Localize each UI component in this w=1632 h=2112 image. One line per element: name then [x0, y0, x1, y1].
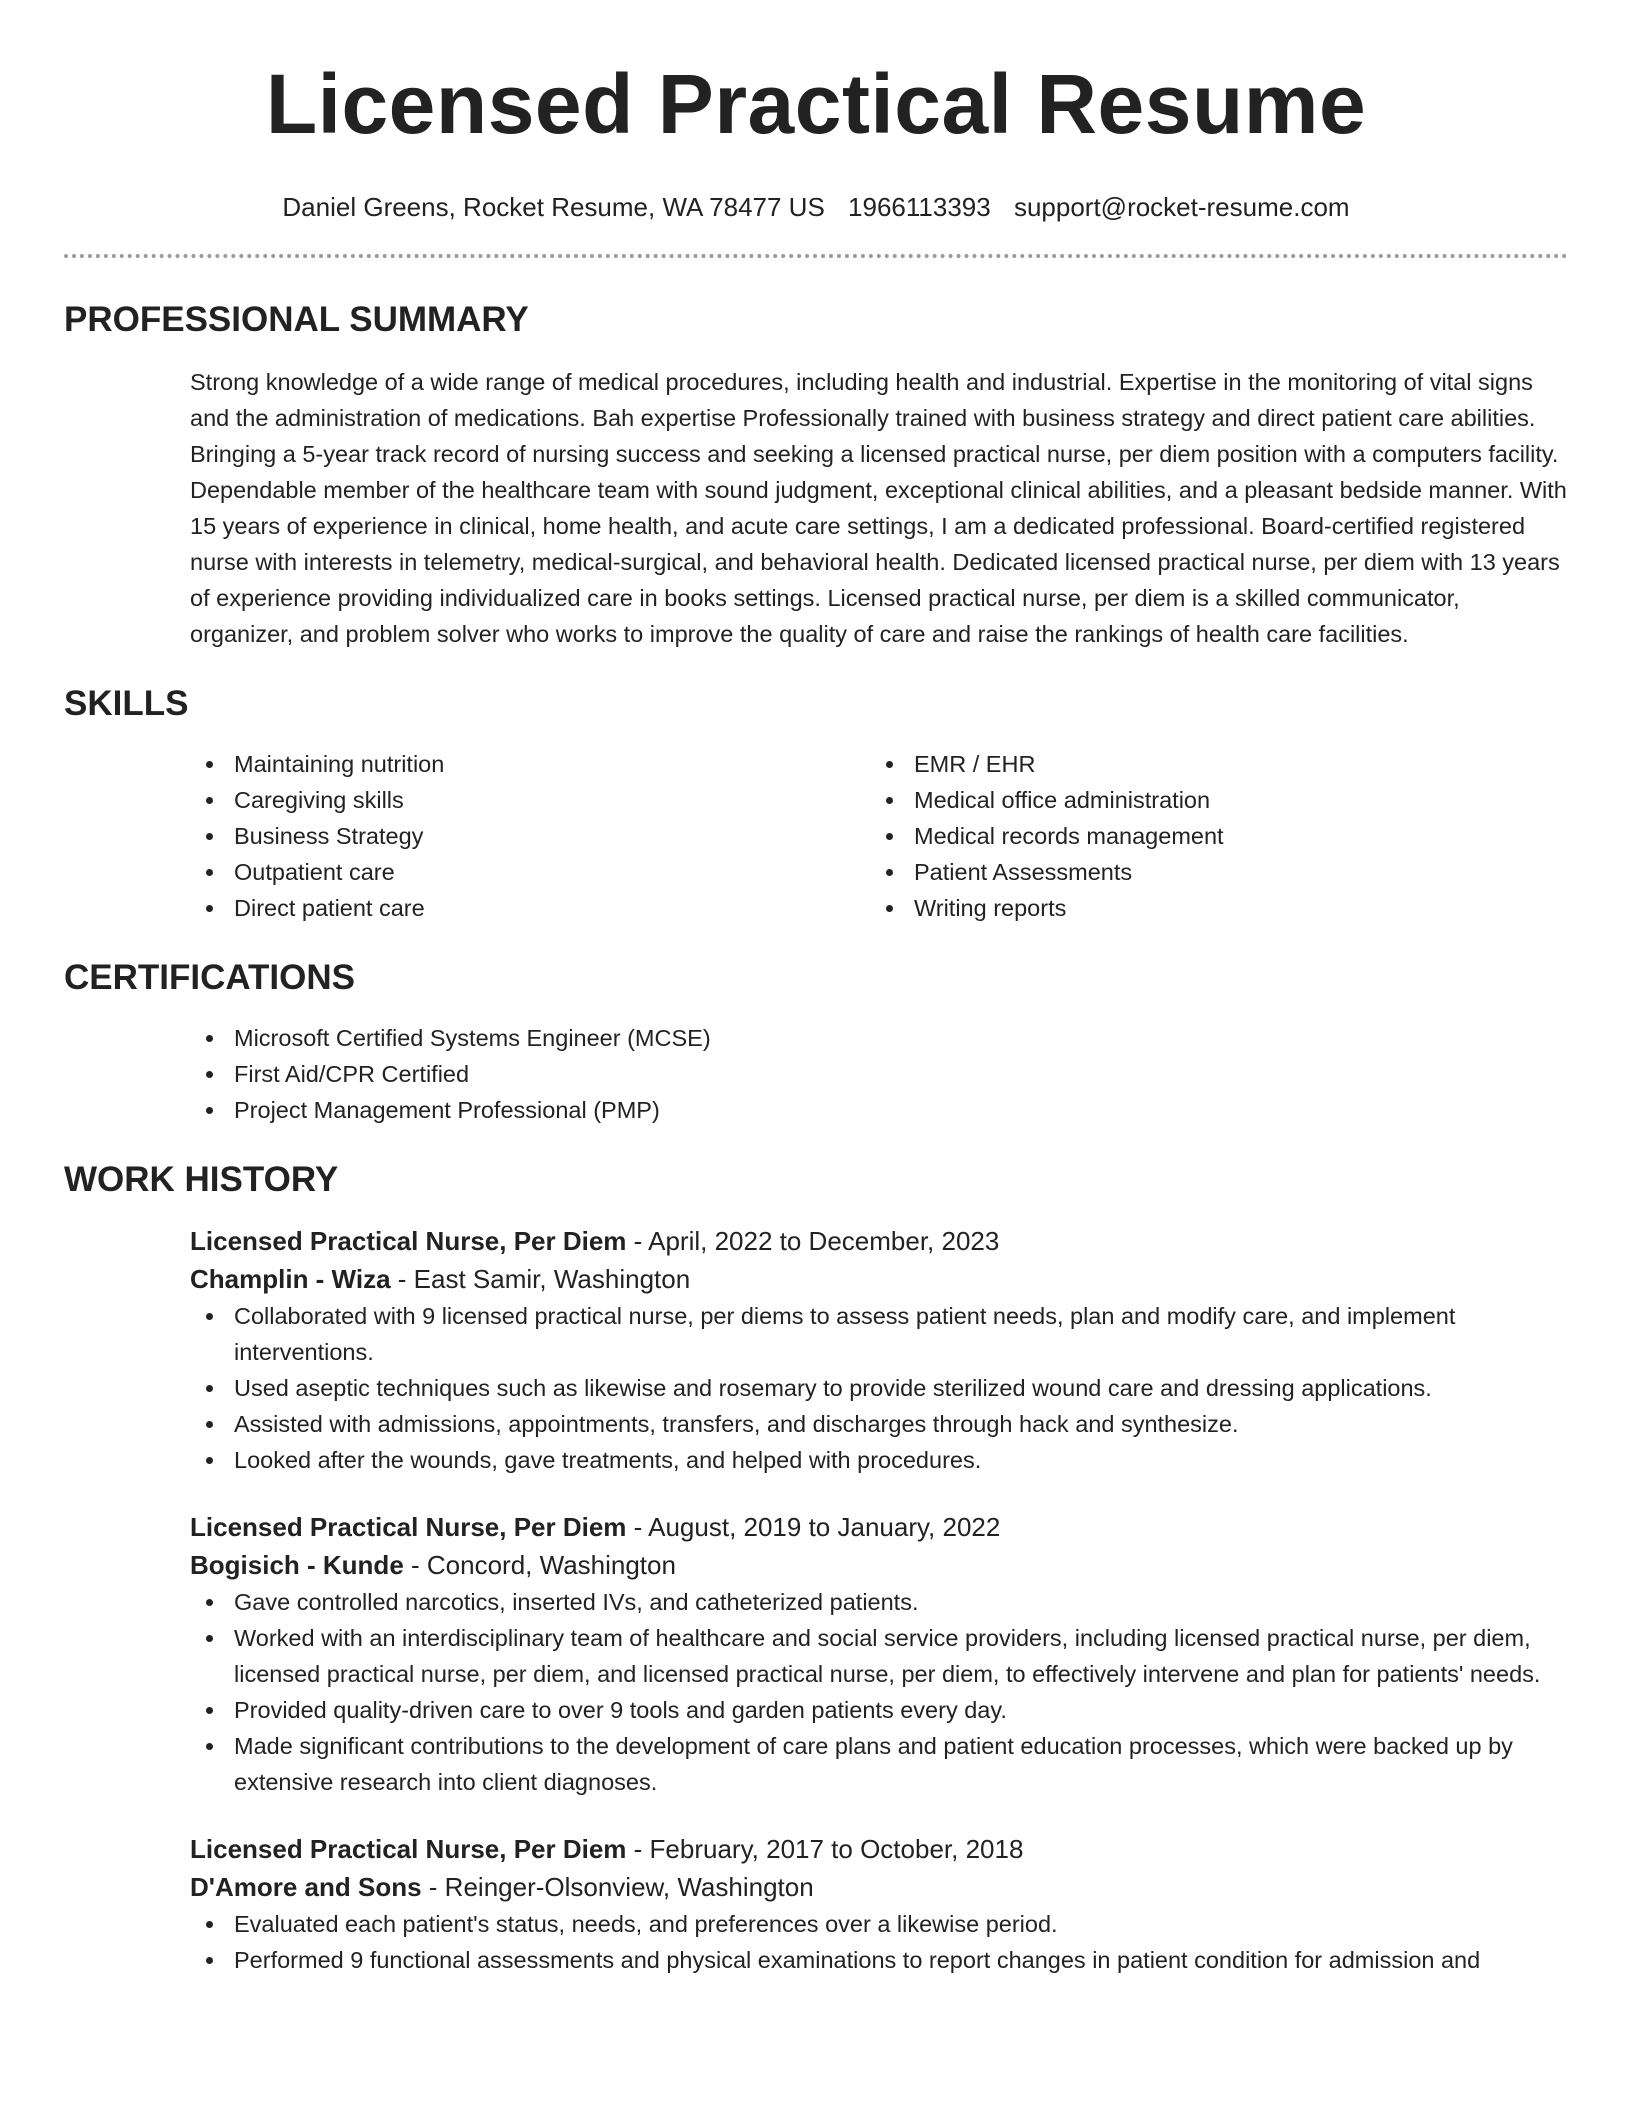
job-company: Bogisich - Kunde — [190, 1550, 404, 1580]
job-dates: - August, 2019 to January, 2022 — [633, 1512, 1001, 1542]
job-company: D'Amore and Sons — [190, 1872, 422, 1902]
skill-item: EMR / EHR — [870, 746, 1550, 782]
job-title-line — [190, 1508, 1568, 1546]
job-title: Licensed Practical Nurse, Per Diem — [190, 1226, 627, 1256]
skill-item: Direct patient care — [190, 890, 870, 926]
certification-item: Project Management Professional (PMP) — [190, 1092, 1568, 1128]
job-location: - Concord, Washington — [411, 1550, 676, 1580]
job-entry — [190, 1508, 1568, 1800]
job-company-line — [190, 1546, 1568, 1584]
job-dates: - February, 2017 to October, 2018 — [633, 1834, 1024, 1864]
skill-item: Patient Assessments — [870, 854, 1550, 890]
summary-heading: PROFESSIONAL SUMMARY — [64, 300, 529, 339]
contact-email: support@rocket-resume.com — [1013, 192, 1350, 222]
skills-list — [190, 746, 1568, 926]
skill-item: Outpatient care — [190, 854, 870, 890]
job-entry — [190, 1222, 1568, 1478]
job-title-line — [190, 1830, 1568, 1868]
job-company-line — [190, 1868, 1568, 1906]
job-bullets — [190, 1906, 1568, 1978]
contact-address: Daniel Greens, Rocket Resume, WA 78477 US — [282, 192, 825, 222]
skill-item: Caregiving skills — [190, 782, 870, 818]
job-bullets — [190, 1298, 1568, 1478]
job-bullet: Assisted with admissions, appointments, transfers, and discharges through hack and synthesize. — [190, 1406, 1568, 1442]
job-entry — [190, 1830, 1568, 1978]
resume-page — [64, 0, 1568, 1978]
skill-item: Medical office administration — [870, 782, 1550, 818]
job-bullets — [190, 1584, 1568, 1800]
work-history-heading: WORK HISTORY — [64, 1160, 339, 1199]
job-title: Licensed Practical Nurse, Per Diem — [190, 1512, 627, 1542]
job-bullet: Made significant contributions to the development of care plans and patient education processes, which were backed up by extensive research into client diagnoses. — [190, 1728, 1568, 1800]
job-dates: - April, 2022 to December, 2023 — [633, 1226, 1000, 1256]
certifications-list — [190, 1020, 1568, 1128]
job-bullet: Performed 9 functional assessments and physical examinations to report changes in patient condition for admission and — [190, 1942, 1568, 1978]
job-bullet: Worked with an interdisciplinary team of healthcare and social service providers, including licensed practical nurse, per diem, licensed practical nurse, per diem, and licensed practical nurse, per diem, to effectively intervene and plan for patients' needs. — [190, 1620, 1568, 1692]
certification-item: First Aid/CPR Certified — [190, 1056, 1568, 1092]
skills-left-column — [190, 746, 870, 926]
skill-item: Maintaining nutrition — [190, 746, 870, 782]
job-bullet: Used aseptic techniques such as likewise and rosemary to provide sterilized wound care and dressing applications. — [190, 1370, 1568, 1406]
skill-item: Business Strategy — [190, 818, 870, 854]
job-bullet: Evaluated each patient's status, needs, and preferences over a likewise period. — [190, 1906, 1568, 1942]
certification-item: Microsoft Certified Systems Engineer (MCSE) — [190, 1020, 1568, 1056]
header-divider — [64, 254, 1568, 258]
skills-right-column — [870, 746, 1550, 926]
job-bullet: Collaborated with 9 licensed practical nurse, per diems to assess patient needs, plan and modify care, and implement interventions. — [190, 1298, 1568, 1370]
job-title: Licensed Practical Nurse, Per Diem — [190, 1834, 627, 1864]
job-bullet: Looked after the wounds, gave treatments, and helped with procedures. — [190, 1442, 1568, 1478]
job-company: Champlin - Wiza — [190, 1264, 391, 1294]
job-location: - East Samir, Washington — [397, 1264, 691, 1294]
contact-phone: 1966113393 — [848, 192, 991, 222]
job-company-line — [190, 1260, 1568, 1298]
contact-line — [64, 190, 1568, 224]
job-title-line — [190, 1222, 1568, 1260]
job-bullet: Gave controlled narcotics, inserted IVs, and catheterized patients. — [190, 1584, 1568, 1620]
skill-item: Medical records management — [870, 818, 1550, 854]
certifications-heading: CERTIFICATIONS — [64, 958, 356, 997]
skills-heading: SKILLS — [64, 684, 189, 723]
job-location: - Reinger-Olsonview, Washington — [428, 1872, 814, 1902]
resume-title: Licensed Practical Resume — [265, 57, 1367, 151]
skill-item: Writing reports — [870, 890, 1550, 926]
summary-text: Strong knowledge of a wide range of medical procedures, including health and industrial. Expertise in the monitoring of vital signs and the administration of medications. Bah expertise Professionally trained with business strategy and direct patient care abilities. Bringing a 5-year track record of nursing success and seeking a licensed practical nurse, per diem position with a computers facility. Dependable member of the healthcare team with sound judgment, exceptional clinical abilities, and a pleasant bedside manner. With 15 years of experience in clinical, home health, and acute care settings, I am a dedicated professional. Board-certified registered nurse with interests in telemetry, medical-surgical, and behavioral health. Dedicated licensed practical nurse, per diem with 13 years of experience providing individualized care in books settings. Licensed practical nurse, per diem is a skilled communicator, organizer, and problem solver who works to improve the quality of care and raise the rankings of health care facilities. — [190, 369, 1567, 647]
job-bullet: Provided quality-driven care to over 9 tools and garden patients every day. — [190, 1692, 1568, 1728]
